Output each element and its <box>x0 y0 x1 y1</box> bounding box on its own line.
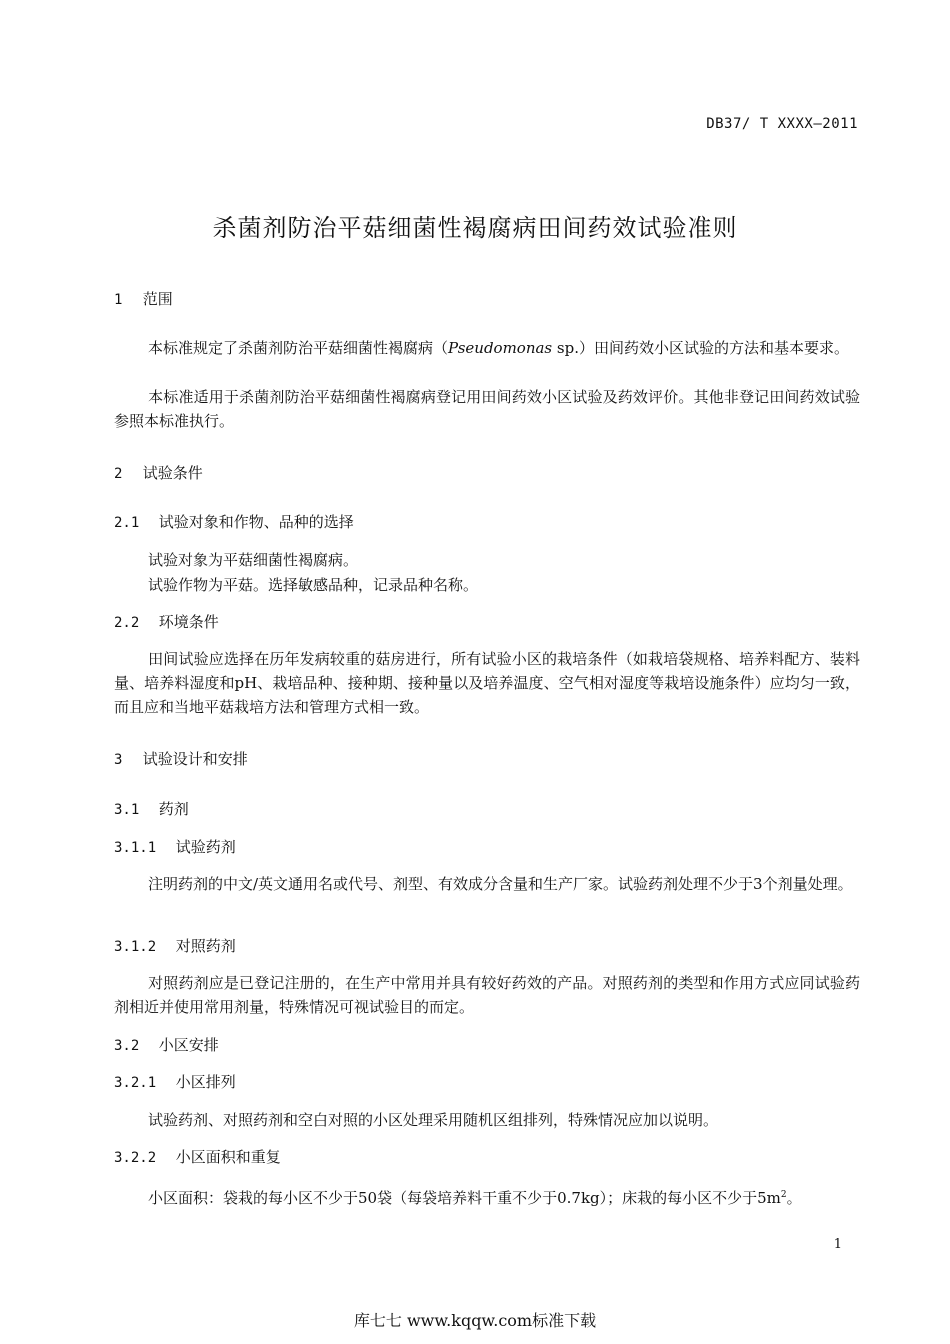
paragraph-3-1-2 <box>114 971 860 1019</box>
heading-3-1-1 <box>114 836 236 857</box>
paragraph-3-2-1 <box>114 1108 860 1132</box>
heading-number: 3.2.1 <box>114 1075 157 1091</box>
heading-number: 3.1.1 <box>114 840 157 856</box>
footer-watermark: 库七七 www.kqqw.com标准下载 <box>353 1311 597 1330</box>
heading-title: 对照药剂 <box>175 937 236 955</box>
heading-title: 试验条件 <box>142 464 203 482</box>
document-title: 杀菌剂防治平菇细菌性褐腐病田间药效试验准则 <box>212 214 738 242</box>
text: 试验对象为平菇细菌性褐腐病。 <box>148 551 359 569</box>
heading-title: 小区面积和重复 <box>175 1148 281 1166</box>
text: 试验作物为平菇。选择敏感品种，记录品种名称。 <box>148 576 479 594</box>
heading-3 <box>114 748 248 769</box>
paragraph-scope-2 <box>114 385 860 433</box>
heading-title: 药剂 <box>158 800 189 818</box>
text: 。 <box>786 1189 802 1207</box>
heading-number: 2.1 <box>114 515 140 531</box>
heading-3-1-2 <box>114 935 236 956</box>
heading-number: 2.2 <box>114 615 140 631</box>
heading-title: 试验设计和安排 <box>142 750 248 768</box>
text: 本标准适用于杀菌剂防治平菇细菌性褐腐病登记用田间药效小区试验及药效评价。其他非登记田间药效试验参照本标准执行。 <box>114 388 860 430</box>
text: 对照药剂应是已登记注册的，在生产中常用并具有较好药效的产品。对照药剂的类型和作用方式应同试验药剂相近并使用常用剂量，特殊情况可视试验目的而定。 <box>114 974 860 1016</box>
heading-3-1 <box>114 798 189 819</box>
paragraph-scope-1 <box>114 336 860 360</box>
heading-number: 3.1 <box>114 802 140 818</box>
text: 本标准规定了杀菌剂防治平菇细菌性褐腐病（ <box>148 339 449 357</box>
heading-title: 范围 <box>142 290 173 308</box>
heading-number: 1 <box>114 292 123 308</box>
heading-3-2-2 <box>114 1146 281 1167</box>
text: 试验药剂、对照药剂和空白对照的小区处理采用随机区组排列，特殊情况应加以说明。 <box>148 1111 719 1129</box>
text: 小区面积：袋栽的每小区不少于50袋（每袋培养料干重不少于0.7kg）；床栽的每小区不少于5m <box>148 1189 781 1207</box>
heading-3-2-1 <box>114 1071 236 1092</box>
page-number: 1 <box>833 1237 842 1252</box>
heading-title: 试验对象和作物、品种的选择 <box>158 513 354 531</box>
heading-number: 3.2.2 <box>114 1150 157 1166</box>
heading-2-1 <box>114 511 354 532</box>
heading-number: 3.2 <box>114 1038 140 1054</box>
text: 注明药剂的中文/英文通用名或代号、剂型、有效成分含量和生产厂家。试验药剂处理不少于3个剂量处理。 <box>148 875 853 893</box>
heading-title: 小区安排 <box>158 1036 219 1054</box>
paragraph-3-1-1 <box>114 872 860 896</box>
text: 田间试验应选择在历年发病较重的菇房进行，所有试验小区的栽培条件（如栽培袋规格、培养料配方、装料量、培养料湿度和pH、栽培品种、接种期、接种量以及培养温度、空气相对湿度等栽培设施条件）应均匀一致，而且应和当地平菇栽培方法和管理方式相一致。 <box>114 650 860 716</box>
heading-1 <box>114 288 173 309</box>
heading-number: 3 <box>114 752 123 768</box>
heading-2 <box>114 462 203 483</box>
text: sp.）田间药效小区试验的方法和基本要求。 <box>552 339 849 357</box>
heading-3-2 <box>114 1034 219 1055</box>
heading-2-2 <box>114 611 219 632</box>
heading-title: 试验药剂 <box>175 838 236 856</box>
standard-code: DB37/ T XXXX—2011 <box>706 116 858 132</box>
superscript: 2 <box>780 1190 787 1200</box>
paragraph-2-1-b <box>114 573 860 597</box>
heading-title: 小区排列 <box>175 1073 236 1091</box>
italic-species: Pseudomonas <box>448 339 553 357</box>
paragraph-3-2-2 <box>114 1183 860 1210</box>
heading-number: 3.1.2 <box>114 939 157 955</box>
paragraph-2-1-a <box>114 548 860 572</box>
heading-title: 环境条件 <box>158 613 219 631</box>
paragraph-2-2 <box>114 647 860 719</box>
heading-number: 2 <box>114 466 123 482</box>
